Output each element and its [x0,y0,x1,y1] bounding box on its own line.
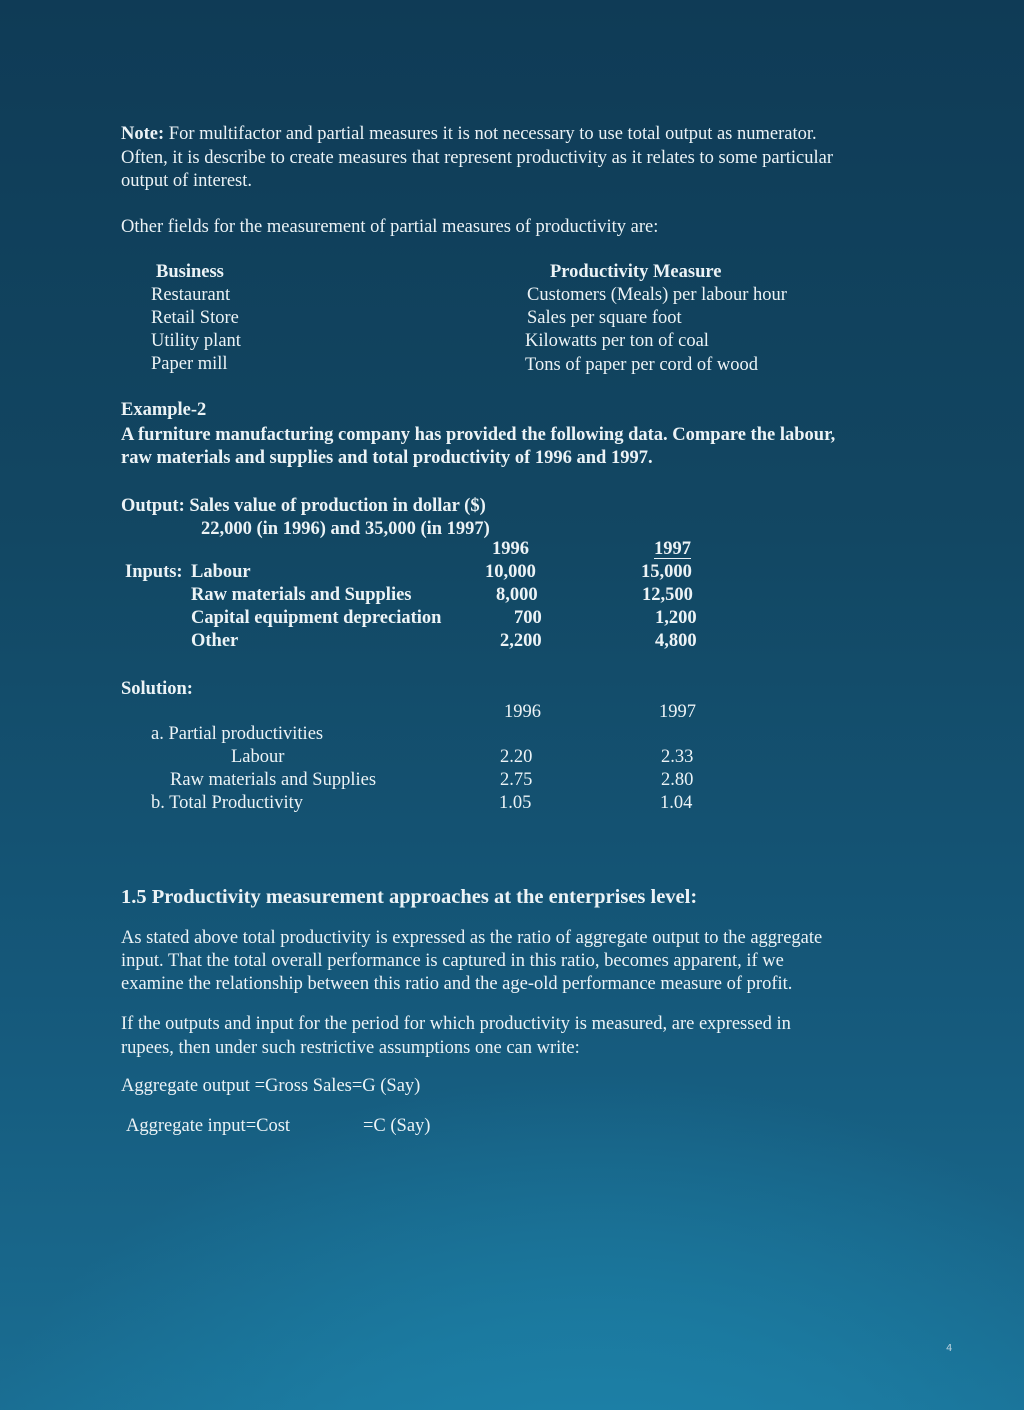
inputs-label: Inputs: [125,562,183,582]
input-name: Capital equipment depreciation [191,608,442,628]
example-year-1996: 1996 [492,539,529,559]
section-p1-line-2: input. That the total overall performance is captured in this ratio, becomes apparent, if we [121,951,784,971]
page-number: 4 [946,1343,953,1354]
business-header: Business [156,262,224,282]
example-line-1: A furniture manufacturing company has provided the following data. Compare the labour, [121,425,836,445]
solution-row-name: Raw materials and Supplies [170,770,377,790]
measure-cell: Sales per square foot [527,308,682,328]
solution-value-1997: 2.80 [661,770,694,790]
input-value-1996: 10,000 [485,562,536,582]
solution-label: Solution: [121,679,193,699]
business-cell: Retail Store [151,308,239,328]
example-title: Example-2 [121,400,207,420]
other-fields-intro: Other fields for the measurement of partial measures of productivity are: [121,217,659,237]
input-value-1997: 4,800 [655,631,697,651]
section-p2-line-1: If the outputs and input for the period for which productivity is measured, are expressed in [121,1014,791,1034]
business-cell: Utility plant [151,331,241,351]
note-line-2: Often, it is describe to create measures that represent productivity as it relates to some particular [121,148,833,168]
note-label: Note: [121,124,165,144]
solution-year-1997: 1997 [659,702,696,722]
equation-aggregate-input-left: Aggregate input=Cost [126,1116,291,1136]
measure-cell: Tons of paper per cord of wood [525,355,758,375]
section-p2-line-2: rupees, then under such restrictive assumptions one can write: [121,1038,580,1058]
solution-row-name: Labour [231,747,285,767]
output-label: Output: Sales value of production in dollar ($) [121,496,486,516]
section-heading: 1.5 Productivity measurement approaches at the enterprises level: [121,886,698,908]
input-value-1997: 1,200 [655,608,697,628]
solution-row-name: b. Total Productivity [151,793,304,813]
input-value-1996: 2,200 [500,631,542,651]
note-text: For multifactor and partial measures it is not necessary to use total output as numerator. [168,124,817,144]
input-name: Labour [191,562,251,582]
solution-year-1996: 1996 [504,702,541,722]
solution-value-1996: 1.05 [499,793,532,813]
example-year-1997: 1997 [654,539,691,559]
input-value-1997: 12,500 [642,585,693,605]
measure-cell: Kilowatts per ton of coal [525,331,709,351]
input-name: Other [191,631,239,651]
partial-productivities-label: a. Partial productivities [151,724,324,744]
input-value-1997: 15,000 [641,562,692,582]
section-p1-line-3: examine the relationship between this ratio and the age-old performance measure of profit. [121,974,793,994]
business-cell: Paper mill [151,354,228,374]
solution-value-1996: 2.20 [500,747,533,767]
equation-aggregate-output: Aggregate output =Gross Sales=G (Say) [121,1076,421,1096]
input-value-1996: 8,000 [496,585,538,605]
input-name: Raw materials and Supplies [191,585,412,605]
example-line-2: raw materials and supplies and total productivity of 1996 and 1997. [121,448,653,468]
input-value-1996: 700 [514,608,542,628]
solution-value-1997: 1.04 [660,793,693,813]
note-line-1 [121,124,817,145]
section-p1-line-1: As stated above total productivity is expressed as the ratio of aggregate output to the aggregate [121,928,823,948]
output-values: 22,000 (in 1996) and 35,000 (in 1997) [201,519,490,539]
equation-aggregate-input-right: =C (Say) [363,1116,431,1136]
solution-value-1996: 2.75 [500,770,533,790]
business-cell: Restaurant [151,285,231,305]
solution-value-1997: 2.33 [661,747,694,767]
note-line-3: output of interest. [121,171,253,191]
measure-cell: Customers (Meals) per labour hour [527,285,787,305]
productivity-measure-header: Productivity Measure [550,262,722,282]
